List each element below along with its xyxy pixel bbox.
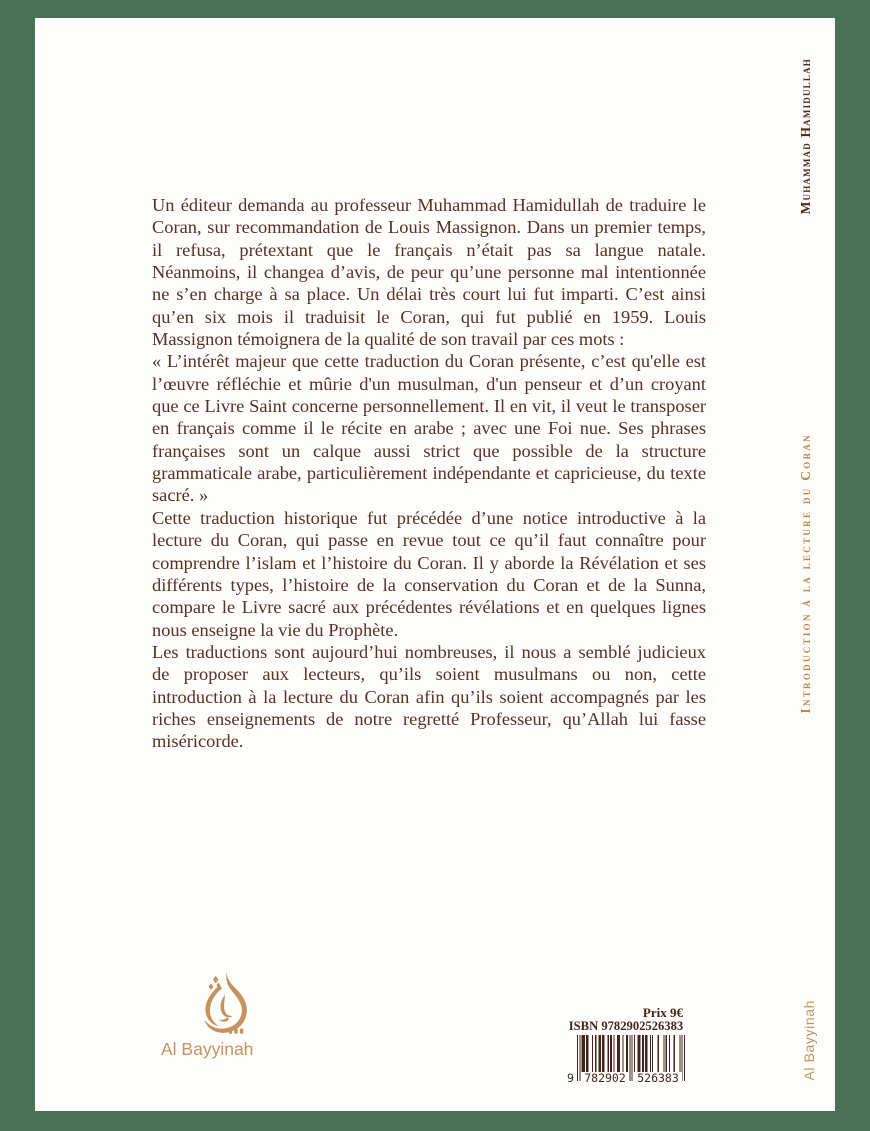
publisher-logo-text: Al Bayyinah xyxy=(161,1039,254,1059)
paragraph-notice: Cette traduction historique fut précédée d’une notice introductive à la lecture du Coran, qui passe en revue tout ce qu’il faut connaître pour comprendre l’islam et l’histoire du Coran. Il y aborde la Révélation et ses différents types, l’histoire de la conservation du Coran et de la Sunna, compare le Livre sacré aux précédentes révélations et en quelques lignes nous enseigne la vie du Prophète. xyxy=(152,507,706,640)
paragraph-closing: Les traductions sont aujourd’hui nombreuses, il nous a semblé judicieux de proposer aux lecteurs, qu’ils soient musulmans ou non, cette introduction à la lecture du Coran afin qu’ils soient accompagnés par les riches enseignements de notre regretté Professeur, qu’Allah lui fasse miséricorde. xyxy=(152,641,706,752)
barcode-digit-group: 526383 xyxy=(634,1072,682,1084)
paragraph-intro: Un éditeur demanda au professeur Muhammad Hamidullah de traduire le Coran, sur recommandation de Louis Massignon. Dans un premier temps, il refusa, prétextant que le français n’était pas sa langue natale. Néanmoins, il changea d’avis, de peur qu’une personne mal intentionnée ne s’en charge à sa place. Un délai très court lui fut imparti. C’est ainsi qu’en six mois il traduisit le Coran, qui fut publié en 1959. Louis Massignon témoignera de la qualité de son travail par ces mots : xyxy=(152,195,706,350)
paragraph-quote: « L’intérêt majeur que cette traduction du Coran présente, c’est qu'elle est l’œuvre réfléchie et mûrie d'un musulman, d'un penseur et d’un croyant que ce Livre Saint concerne personnellement. Il en vit, il veut le transposer en français comme il le récite en arabe ; avec une Foi nue. Ses phrases françaises sont un calque aussi strict que possible de la structure grammaticale arabe, particulièrement indépendante et capricieuse, du texte sacré. » xyxy=(152,351,706,506)
spine-author: Muhammad Hamidullah xyxy=(798,58,813,215)
flame-calligraphy-icon xyxy=(197,970,253,1036)
spine-publisher: Al Bayyinah xyxy=(801,1000,817,1081)
barcode-digit-group: 782902 xyxy=(581,1072,629,1084)
back-cover xyxy=(35,18,835,1111)
barcode-block xyxy=(567,1006,685,1084)
isbn-label: ISBN 9782902526383 xyxy=(568,1019,684,1033)
barcode-digits xyxy=(567,1072,685,1084)
price-label: Prix 9€ xyxy=(642,1005,683,1020)
publisher-logo xyxy=(161,970,285,1060)
back-cover-text xyxy=(152,194,706,753)
barcode-digit-group: 9 xyxy=(567,1071,574,1085)
spine-title: Introduction à la lecture du Coran xyxy=(798,433,813,714)
